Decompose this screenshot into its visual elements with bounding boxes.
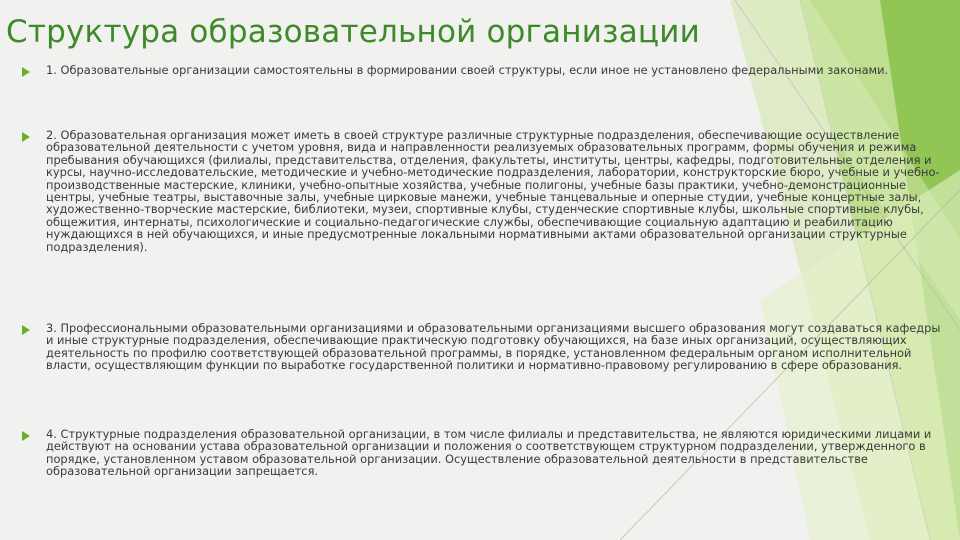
triangle-bullet-icon [22, 132, 30, 142]
triangle-bullet-icon [22, 431, 30, 441]
bullet-text-1: 1. Образовательные организации самостоятельны в формировании своей структуры, если иное не установлено федеральными законами. [46, 63, 889, 77]
bullet-text-3: 3. Профессиональными образовательными организациями и образовательными организациями высшего образования могут создаваться кафедры и иные структурные подразделения, обеспечивающие практическую подготовку обучающихся, на базе иных организаций, осуществляющих деятельность по профилю соответствующей образовательной программы, в порядке, установленном федеральным органом исполнительной власти, осуществляющим функции по выработке государственной политики и нормативно-правовому регулированию в сфере образования. [46, 321, 941, 373]
bullet-text-4: 4. Структурные подразделения образовательной организации, в том числе филиалы и представительства, не являются юридическими лицами и действуют на основании устава образовательной организации и положения о соответствующем структурном подразделении, утвержденного в порядке, установленном уставом образовательной организации. Осуществление образовательной деятельности в представительстве образовательной организации запрещается. [46, 427, 932, 479]
triangle-bullet-icon [22, 67, 30, 77]
triangle-bullet-icon [22, 325, 30, 335]
slide-title: Структура образовательной организации [6, 14, 700, 50]
bullet-text-2: 2. Образовательная организация может иметь в своей структуре различные структурные подразделения, обеспечивающие осуществление образовательной деятельности с учетом уровня, вида и направленности реализуемых образовательных программ, формы обучения и режима пребывания обучающихся (филиалы, представительства, отделения, факультеты, институты, центры, кафедры, подготовительные отделения и курсы, научно-исследовательские, методические и учебно-методические подразделения, лаборатории, конструкторские бюро, учебные и учебно-производственные мастерские, клиники, учебно-опытные хозяйства, учебные полигоны, учебные базы практики, учебно-демонстрационные центры, учебные театры, выставочные залы, учебные цирковые манежи, учебные танцевальные и оперные студии, учебные концертные залы, художественно-творческие мастерские, библиотеки, музеи, спортивные клубы, студенческие спортивные клубы, школьные спортивные клубы, общежития, интернаты, психологические и социально-педагогические службы, обеспечивающие социальную адаптацию и реабилитацию нуждающихся в ней обучающихся, и иные предусмотренные локальными нормативными актами образовательной организации структурные подразделения). [46, 128, 940, 254]
